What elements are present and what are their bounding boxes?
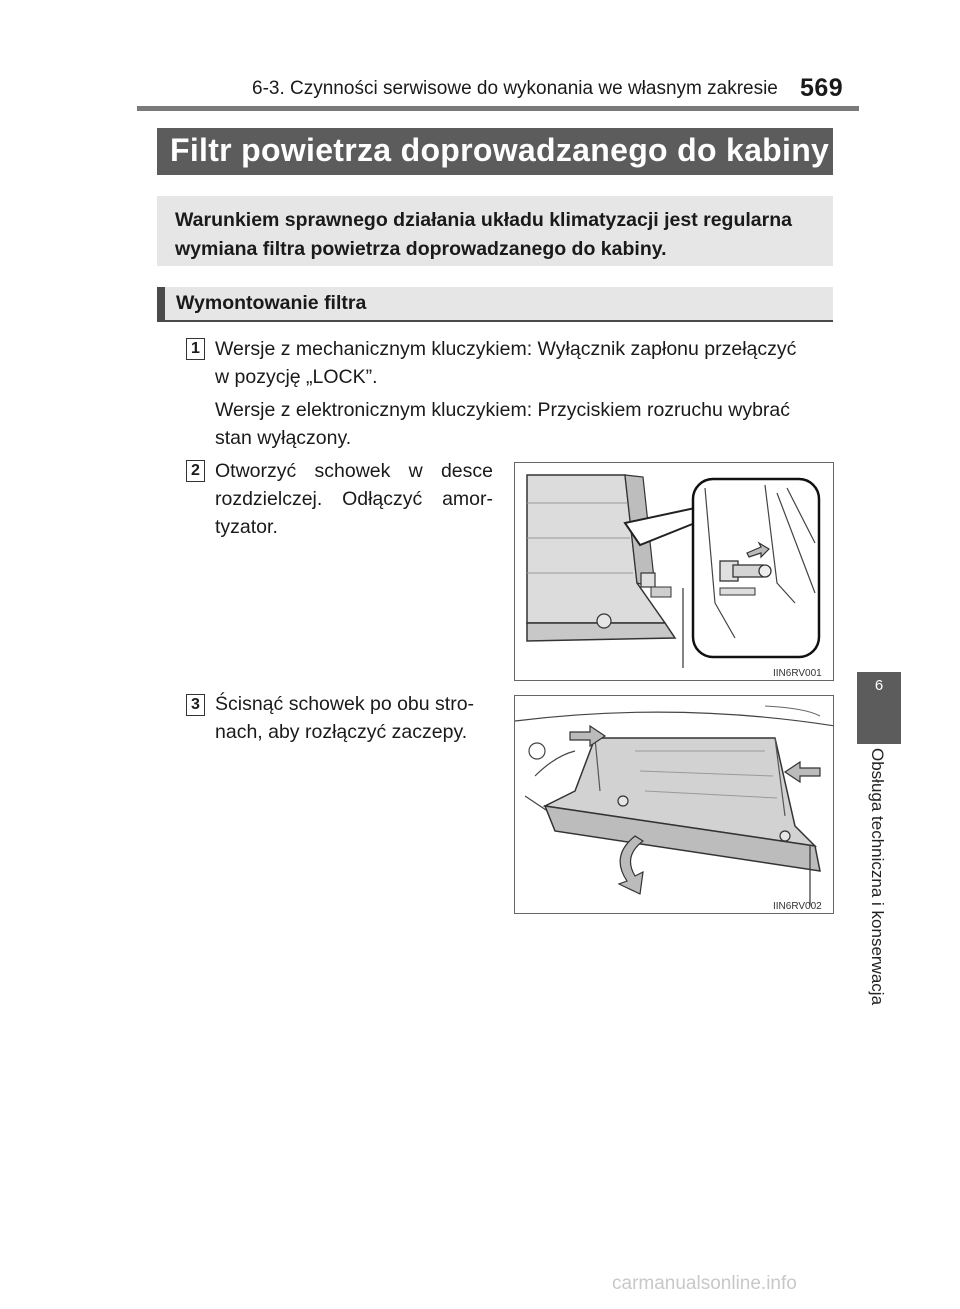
step-line: Ścisnąć schowek po obu stro- — [215, 693, 475, 715]
page-title: Filtr powietrza doprowadzanego do kabiny — [170, 132, 830, 168]
step-1-text — [215, 335, 835, 391]
step-1-alt-text — [215, 396, 835, 452]
step-line: Wersje z mechanicznym kluczykiem: Wyłącznik zapłonu przełączyć — [215, 338, 797, 360]
figure-glovebox-squeeze — [514, 695, 834, 914]
step-number-1: 1 — [186, 338, 205, 360]
glovebox-squeeze-illustration — [515, 696, 834, 914]
page-number: 569 — [800, 74, 844, 102]
step-number-3: 3 — [186, 694, 205, 716]
subsection-underline — [157, 320, 833, 322]
glovebox-damper-illustration — [515, 463, 834, 681]
step-2-text — [215, 457, 493, 541]
chapter-label — [862, 748, 892, 1048]
watermark: carmanualsonline.info — [612, 1273, 797, 1294]
step-line: rozdzielczej. Odłączyć amor- — [215, 488, 493, 510]
chapter-tab: 6 — [857, 672, 901, 744]
figure-code: IIN6RV001 — [773, 668, 822, 679]
subsection-title: Wymontowanie filtra — [176, 292, 367, 314]
step-line: nach, aby rozłączyć zaczepy. — [215, 721, 468, 743]
intro-text — [175, 206, 825, 264]
step-line: w pozycję „LOCK”. — [215, 366, 378, 388]
step-number-2: 2 — [186, 460, 205, 482]
chapter-label-text: Obsługa techniczna i konserwacja — [868, 748, 887, 1006]
step-line: tyzator. — [215, 516, 278, 538]
step-line: Wersje z elektronicznym kluczykiem: Przyciskiem rozruchu wybrać — [215, 399, 791, 421]
figure-code: IIN6RV002 — [773, 901, 822, 912]
intro-line: Warunkiem sprawnego działania układu klimatyzacji jest regularna — [175, 209, 792, 231]
figure-glovebox-damper — [514, 462, 834, 681]
step-3-text — [215, 690, 505, 746]
step-line: Otworzyć schowek w desce — [215, 460, 493, 482]
intro-line: wymiana filtra powietrza doprowadzanego do kabiny. — [175, 238, 667, 260]
running-header: 6-3. Czynności serwisowe do wykonania we własnym zakresie — [252, 78, 778, 99]
step-line: stan wyłączony. — [215, 427, 352, 449]
header-divider — [137, 106, 859, 111]
